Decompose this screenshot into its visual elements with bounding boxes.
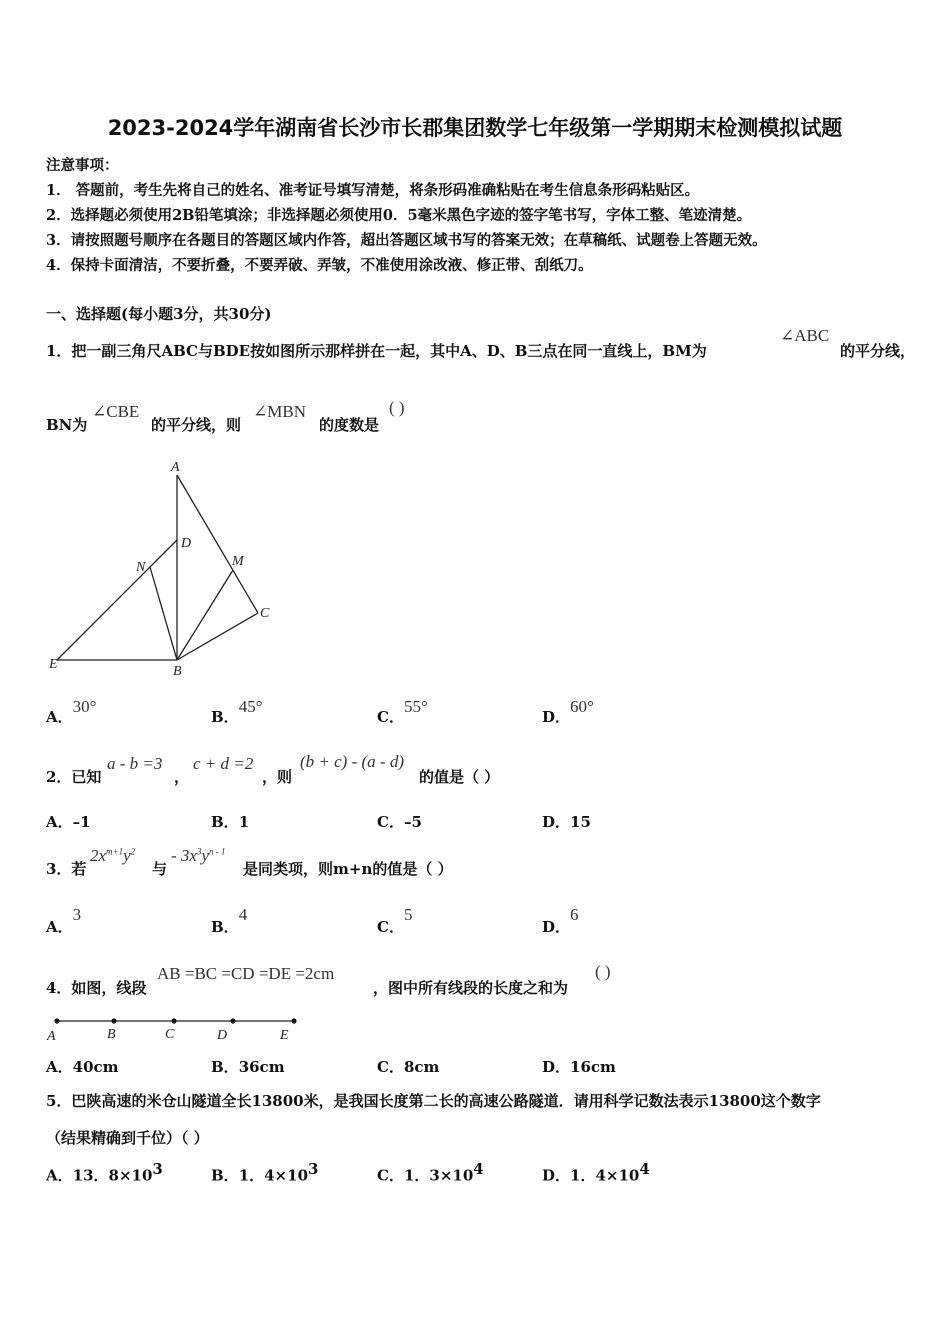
question-4-text: 4．如图，线段 <box>46 979 147 997</box>
option-label: A． <box>46 918 73 936</box>
option-c[interactable] <box>377 811 422 832</box>
option-value: 1．4×10 <box>238 1166 309 1185</box>
segment-bm <box>177 570 233 660</box>
label-b: B <box>107 1027 116 1042</box>
option-label: C． <box>377 1166 404 1185</box>
option-value: 8cm <box>403 1058 440 1076</box>
math-part: y <box>123 846 131 865</box>
option-label: D． <box>542 813 571 831</box>
section-heading: 一、选择题(每小题3分，共30分) <box>46 305 272 323</box>
option-label: C． <box>377 708 404 726</box>
math-exponent: m+1 <box>106 846 124 857</box>
option-c[interactable] <box>377 1056 439 1077</box>
option-c[interactable] <box>377 1160 484 1185</box>
point-a <box>54 1018 59 1023</box>
math-expression: c + d =2 <box>193 754 254 773</box>
option-label: C． <box>377 813 404 831</box>
option-d[interactable] <box>542 1160 650 1185</box>
option-value: 1．4×10 <box>570 1166 640 1185</box>
question-2-text: 2．已知 <box>46 768 102 786</box>
option-label: C． <box>377 918 404 936</box>
math-expression: AB =BC =CD =DE =2cm <box>157 964 335 983</box>
option-exponent: 3 <box>308 1160 319 1178</box>
option-a[interactable] <box>46 1160 163 1185</box>
option-value: 40cm <box>72 1058 119 1076</box>
notice-item: 3．请按照题号顺序在各题目的答题区域内作答，超出答题区域书写的答案无效；在草稿纸、试题卷上答题无效。 <box>46 232 767 249</box>
option-label: B． <box>211 918 239 936</box>
math-angle-cbe: ∠CBE <box>92 402 140 421</box>
question-2-text: ， <box>174 768 190 786</box>
option-value: 15 <box>570 813 591 831</box>
point-b <box>111 1018 116 1023</box>
option-value: 1．3×10 <box>403 1166 474 1185</box>
math-angle-abc: ∠ABC <box>780 326 830 345</box>
label-n: N <box>136 560 146 575</box>
option-d[interactable] <box>542 811 591 832</box>
option-value: 30° <box>72 697 97 716</box>
option-d[interactable] <box>542 696 594 726</box>
option-d[interactable] <box>542 1056 616 1077</box>
option-exponent: 3 <box>152 1160 163 1178</box>
option-exponent: 4 <box>639 1160 650 1178</box>
option-d[interactable] <box>542 904 579 936</box>
math-monomial-2 <box>171 846 226 866</box>
option-b[interactable] <box>211 811 249 832</box>
math-part: 2x <box>90 846 107 865</box>
option-value: 16cm <box>570 1058 616 1076</box>
option-label: D． <box>542 918 571 936</box>
label-d: D <box>217 1028 228 1043</box>
label-e: E <box>280 1028 289 1043</box>
segment-cb <box>177 613 258 660</box>
option-value: 4 <box>238 905 248 924</box>
label-m: M <box>232 554 244 569</box>
math-expression: a - b =3 <box>107 754 163 773</box>
label-d: D <box>181 536 192 551</box>
notice-item: 4．保持卡面清洁，不要折叠，不要弄破、弄皱，不准使用涂改液、修正带、刮纸刀。 <box>46 257 593 274</box>
option-value: 1 <box>238 813 250 831</box>
notice-item: 1． 答题前，考生先将自己的姓名、准考证号填写清楚，将条形码准确粘贴在考生信息条形码粘贴区。 <box>46 182 700 199</box>
label-b: B <box>173 664 182 679</box>
option-value: 13．8×10 <box>72 1166 153 1185</box>
option-label: A． <box>46 708 73 726</box>
option-b[interactable] <box>211 904 248 936</box>
question-2-text: 的值是（ ） <box>419 768 500 786</box>
point-e <box>291 1018 296 1023</box>
math-angle-mbn: ∠MBN <box>253 402 306 421</box>
option-label: D． <box>542 708 571 726</box>
math-exponent: n - 1 <box>209 846 226 857</box>
option-value: 3 <box>72 905 82 924</box>
option-label: B． <box>211 1058 239 1076</box>
question-1-text: BN为 <box>46 416 88 434</box>
option-b[interactable] <box>211 1160 318 1185</box>
point-c <box>171 1018 176 1023</box>
question-3-text: 是同类项，则m+n的值是（ ） <box>243 860 453 878</box>
option-value: 6 <box>570 905 579 924</box>
option-label: D． <box>542 1166 571 1185</box>
option-label: A． <box>46 1058 73 1076</box>
math-part: - 3x <box>171 846 197 865</box>
label-a: A <box>171 460 180 475</box>
notice-heading: 注意事项： <box>46 157 119 174</box>
answer-blank: ( ) <box>595 962 611 981</box>
option-value: –5 <box>403 813 422 831</box>
option-a[interactable] <box>46 1056 119 1077</box>
option-c[interactable] <box>377 904 413 936</box>
option-value: 45° <box>238 697 263 716</box>
question-3-text: 与 <box>152 860 168 878</box>
page-title: 2023-2024学年湖南省长沙市长郡集团数学七年级第一学期期末检测模拟试题 <box>107 116 843 140</box>
option-exponent: 4 <box>473 1160 484 1178</box>
math-expression: (b + c) - (a - d) <box>300 752 404 771</box>
option-label: B． <box>211 1166 239 1185</box>
triangle-figure <box>40 455 300 685</box>
math-monomial-1 <box>90 846 135 866</box>
question-5-text: （结果精确到千位）（ ） <box>46 1129 209 1147</box>
answer-blank: ( ) <box>389 398 405 417</box>
option-a[interactable] <box>46 696 97 726</box>
math-exponent: 2 <box>130 846 136 857</box>
option-value: 55° <box>403 697 428 716</box>
question-4-text: ，图中所有线段的长度之和为 <box>373 979 569 997</box>
option-label: B． <box>211 708 239 726</box>
label-c: C <box>165 1027 175 1042</box>
label-a: A <box>47 1029 56 1044</box>
option-value: –1 <box>72 813 91 831</box>
option-value: 36cm <box>238 1058 285 1076</box>
question-5-text: 5．巴陕高速的米仓山隧道全长13800米，是我国长度第二长的高速公路隧道．请用科学记数法表示13800这个数字 <box>46 1092 821 1110</box>
option-b[interactable] <box>211 1056 285 1077</box>
option-value: 60° <box>570 697 594 716</box>
option-label: D． <box>542 1058 571 1076</box>
option-label: C． <box>377 1058 404 1076</box>
option-label: A． <box>46 1166 73 1185</box>
option-a[interactable] <box>46 811 91 832</box>
question-3-text: 3．若 <box>46 860 87 878</box>
label-c: C <box>260 606 270 621</box>
question-1-text: 的平分线， <box>840 342 916 360</box>
math-exponent: 3 <box>196 846 202 857</box>
question-1-text: 1．把一副三角尺ABC与BDE按如图所示那样拼在一起，其中A、D、B三点在同一直线上，BM为 <box>46 342 707 360</box>
option-c[interactable] <box>377 696 428 726</box>
math-part: y <box>201 846 210 865</box>
segment-bn <box>150 567 177 660</box>
question-1-text: 的平分线，则 <box>151 416 242 434</box>
line-segment-figure <box>40 1010 310 1046</box>
question-1-text: 的度数是 <box>319 416 380 434</box>
option-value: 5 <box>403 905 413 924</box>
point-d <box>230 1018 235 1023</box>
notice-item: 2．选择题必须使用2B铅笔填涂；非选择题必须使用0．5毫米黑色字迹的签字笔书写，字体工整、笔迹清楚。 <box>46 207 752 224</box>
option-label: B． <box>211 813 239 831</box>
option-label: A． <box>46 813 73 831</box>
option-a[interactable] <box>46 904 82 936</box>
question-2-text: ，则 <box>262 768 293 786</box>
option-b[interactable] <box>211 696 263 726</box>
label-e: E <box>49 657 58 672</box>
